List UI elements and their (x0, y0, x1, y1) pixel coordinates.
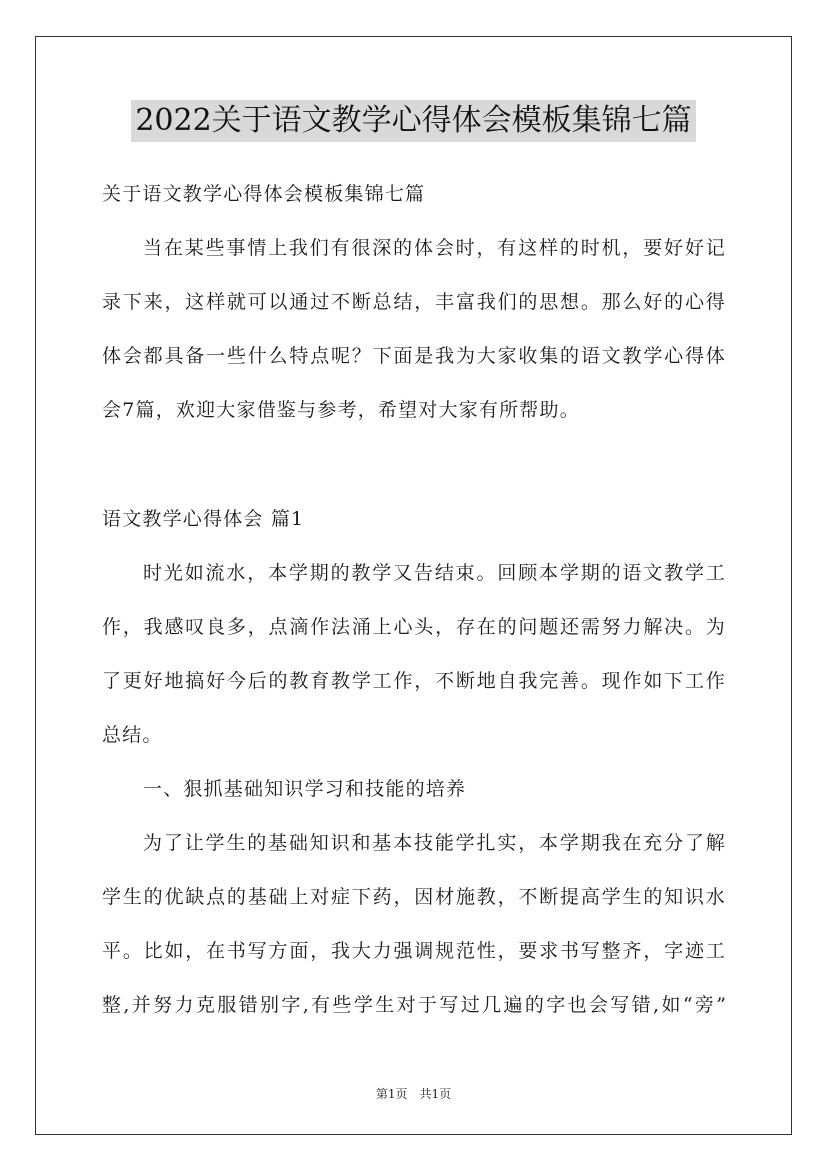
paragraph-line: 整,并努力克服错别字,有些学生对于写过几遍的字也会写错,如“旁” (102, 994, 726, 1016)
document-subtitle: 关于语文教学心得体会模板集锦七篇 (102, 183, 426, 205)
paragraph-line: 总结。 (102, 724, 163, 746)
paragraph-line: 学生的优缺点的基础上对症下药，因材施教，不断提高学生的知识水 (102, 886, 726, 908)
paragraph-line: 作，我感叹良多，点滴作法涌上心头，存在的问题还需努力解决。为 (102, 616, 726, 638)
paragraph-line: 平。比如，在书写方面，我大力强调规范性，要求书写整齐，字迹工 (102, 940, 726, 962)
paragraph-line: 时光如流水，本学期的教学又告结束。回顾本学期的语文教学工 (143, 562, 726, 584)
page-number: 第1页 (375, 1087, 408, 1101)
intro-line: 会7篇，欢迎大家借鉴与参考，希望对大家有所帮助。 (102, 399, 580, 421)
intro-line: 体会都具备一些什么特点呢？下面是我为大家收集的语文教学心得体 (102, 345, 726, 367)
paragraph-line: 为了让学生的基础知识和基本技能学扎实，本学期我在充分了解 (143, 832, 726, 854)
paragraph-line: 了更好地搞好今后的教育教学工作，不断地自我完善。现作如下工作 (102, 670, 726, 692)
section-heading: 语文教学心得体会 篇1 (102, 508, 305, 530)
intro-line: 录下来，这样就可以通过不断总结，丰富我们的思想。那么好的心得 (102, 291, 726, 313)
document-title-wrap (0, 100, 827, 142)
page-footer (0, 1085, 827, 1102)
subheading: 一、狠抓基础知识学习和技能的培养 (143, 778, 467, 800)
intro-line: 当在某些事情上我们有很深的体会时，有这样的时机，要好好记 (143, 237, 726, 259)
document-title: 2022关于语文教学心得体会模板集锦七篇 (131, 100, 695, 142)
page-total: 共1页 (419, 1087, 452, 1101)
